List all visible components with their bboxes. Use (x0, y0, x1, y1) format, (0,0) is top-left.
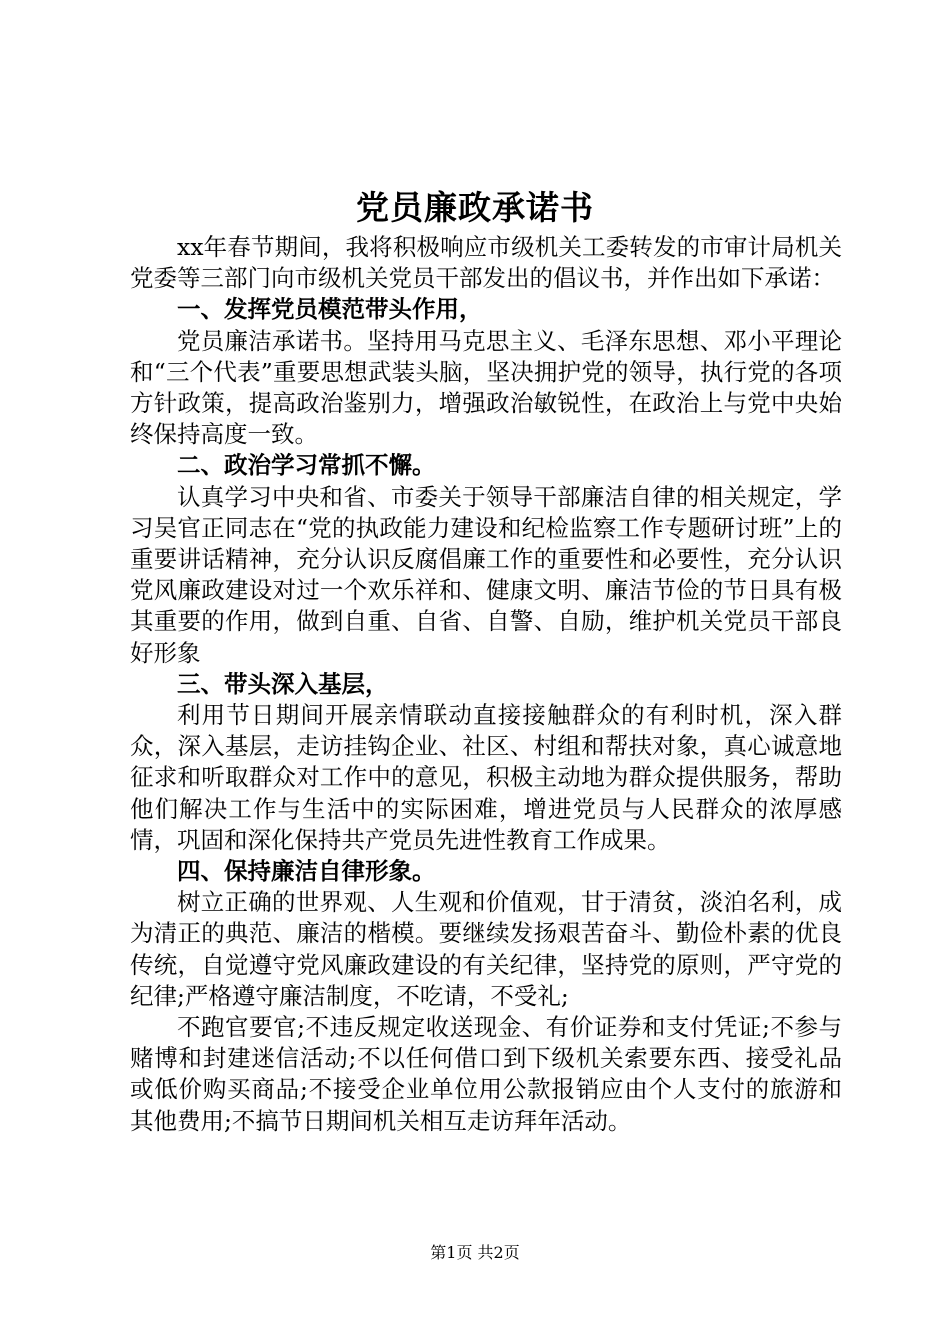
document-title: 党员廉政承诺书 (356, 188, 594, 227)
section-paragraph-2: 认真学习中央和省、市委关于领导干部廉洁自律的相关规定，学习吴官正同志在“党的执政能力建设和纪检监察工作专题研讨班”上的重要讲话精神，充分认识反腐倡廉工作的重要性和必要性，充分认识党风廉政建设对过一个欢乐祥和、健康文明、廉洁节俭的节日具有极其重要的作用，做到自重、自省、自警、自励，维护机关党员干部良好形象 (130, 482, 842, 667)
section-heading-2: 二、政治学习常抓不懈。 (177, 451, 436, 480)
page-footer: 第1页 共2页 (430, 1243, 520, 1262)
intro-paragraph: xx年春节期间，我将积极响应市级机关工委转发的市审计局机关党委等三部门向市级机关党员干部发出的倡议书，并作出如下承诺： (130, 233, 842, 293)
section-heading-3: 三、带头深入基层， (177, 669, 389, 698)
section-heading-4: 四、保持廉洁自律形象。 (177, 857, 436, 886)
section-paragraph-4: 树立正确的世界观、人生观和价值观，甘于清贫，淡泊名利，成为清正的典范、廉洁的楷模。要继续发扬艰苦奋斗、勤俭朴素的优良传统，自觉遵守党风廉政建设的有关纪律，坚持党的原则，严守党的纪律;严格遵守廉洁制度，不吃请，不受礼; (130, 888, 842, 1010)
section-paragraph-3: 利用节日期间开展亲情联动直接接触群众的有利时机，深入群众，深入基层，走访挂钩企业、社区、村组和帮扶对象，真心诚意地征求和听取群众对工作中的意见，积极主动地为群众提供服务，帮助他们解决工作与生活中的实际困难，增进党员与人民群众的浓厚感情，巩固和深化保持共产党员先进性教育工作成果。 (130, 701, 842, 854)
section-paragraph-1: 党员廉洁承诺书。坚持用马克思主义、毛泽东思想、邓小平理论和“三个代表”重要思想武装头脑，坚决拥护党的领导，执行党的各项方针政策，提高政治鉴别力，增强政治敏锐性，在政治上与党中央始终保持高度一致。 (130, 326, 842, 449)
section-paragraph-5: 不跑官要官;不违反规定收送现金、有价证券和支付凭证;不参与赌博和封建迷信活动;不以任何借口到下级机关索要东西、接受礼品或低价购买商品;不接受企业单位用公款报销应由个人支付的旅游和其他费用;不搞节日期间机关相互走访拜年活动。 (130, 1013, 842, 1135)
section-heading-1: 一、发挥党员模范带头作用， (177, 295, 483, 324)
document-body (130, 232, 842, 1137)
